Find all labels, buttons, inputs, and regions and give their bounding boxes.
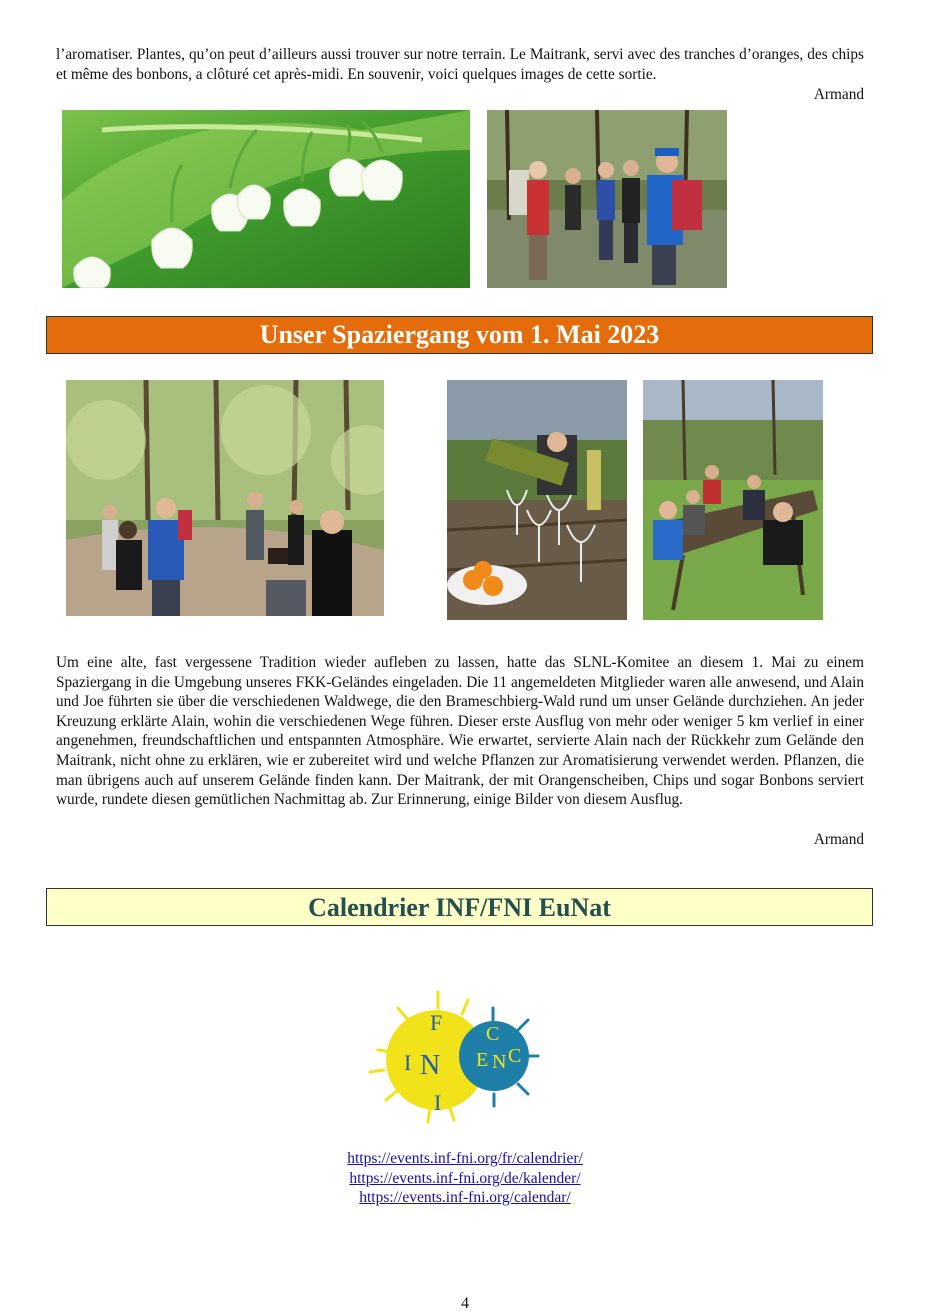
photo-picnic-table-group [643, 380, 823, 620]
section-title-calendrier: Calendrier INF/FNI EuNat [46, 888, 873, 926]
logo-letter-c: C [486, 1023, 500, 1045]
intro-paragraph-fr: l’aromatiser. Plantes, qu’on peut d’ailleurs aussi trouver sur notre terrain. Le Maitrank, servi avec des tranches d’oranges, des chips et même des bonbons, a clôturé cet après-midi. En souvenir, voici quelques images de cette sortie. [56, 46, 864, 83]
calendar-links [0, 1149, 930, 1208]
logo-letter-e: E [476, 1049, 489, 1071]
inf-fni-cenc-logo [368, 990, 548, 1130]
logo-letter-f: F [430, 1010, 443, 1035]
logo-letter-c2: C [508, 1045, 522, 1067]
logo-letter-i: I [404, 1050, 412, 1075]
calendar-link-fr[interactable]: https://events.inf-fni.org/fr/calendrier/ [347, 1150, 583, 1167]
logo-letter-n2: N [492, 1051, 507, 1073]
photo-wine-pouring [447, 380, 627, 620]
signature-spaziergang: Armand [813, 831, 864, 848]
section-title-spaziergang: Unser Spaziergang vom 1. Mai 2023 [46, 316, 873, 354]
calendar-link-de[interactable]: https://events.inf-fni.org/de/kalender/ [349, 1169, 581, 1187]
spaziergang-paragraph: Um eine alte, fast vergessene Tradition wieder aufleben zu lassen, hatte das SLNL-Komitee an diesem 1. Mai zu einem Spaziergang in die Umgebung unseres FKK-Geländes eingeladen. Die 11 angemeldeten Mitglieder waren alle anwesend, und Alain und Joe führten sie über die verschiedenen Waldwege, die den Brameschbierg-Wald rund um unser Gelände durchziehen. An jeder Kreuzung erklärte Alain, wohin die verschiedenen Wege führen. Dieser erste Ausflug von mehr oder weniger 5 km verlief in einer angenehmen, freundschaftlichen und entspannten Atmosphäre. Wie erwartet, servierte Alain nach der Rückkehr zum Gelände den Maitrank, nicht ohne zu erklären, wie er zubereitet wird und welche Pflanzen zur Aromatisierung verwendet werden. Pflanzen, die man übrigens auch auf unserem Gelände finden kann. Der Maitrank, der mit Orangenscheiben, Chips und sogar Bonbons serviert wurde, rundete diesen gemütlichen Nachmittag ab. Zur Erinnerung, einige Bilder von diesem Ausflug. [56, 654, 864, 809]
logo-letter-i2: I [434, 1090, 442, 1115]
photo-group-forest-clearing [487, 110, 727, 288]
signature-top: Armand [813, 86, 864, 103]
page-number: 4 [461, 1295, 469, 1312]
logo-letter-n: N [420, 1050, 441, 1081]
photo-forest-path-group [66, 380, 384, 616]
calendar-link-en[interactable]: https://events.inf-fni.org/calendar/ [359, 1189, 571, 1206]
photo-lily-of-the-valley [62, 110, 470, 288]
